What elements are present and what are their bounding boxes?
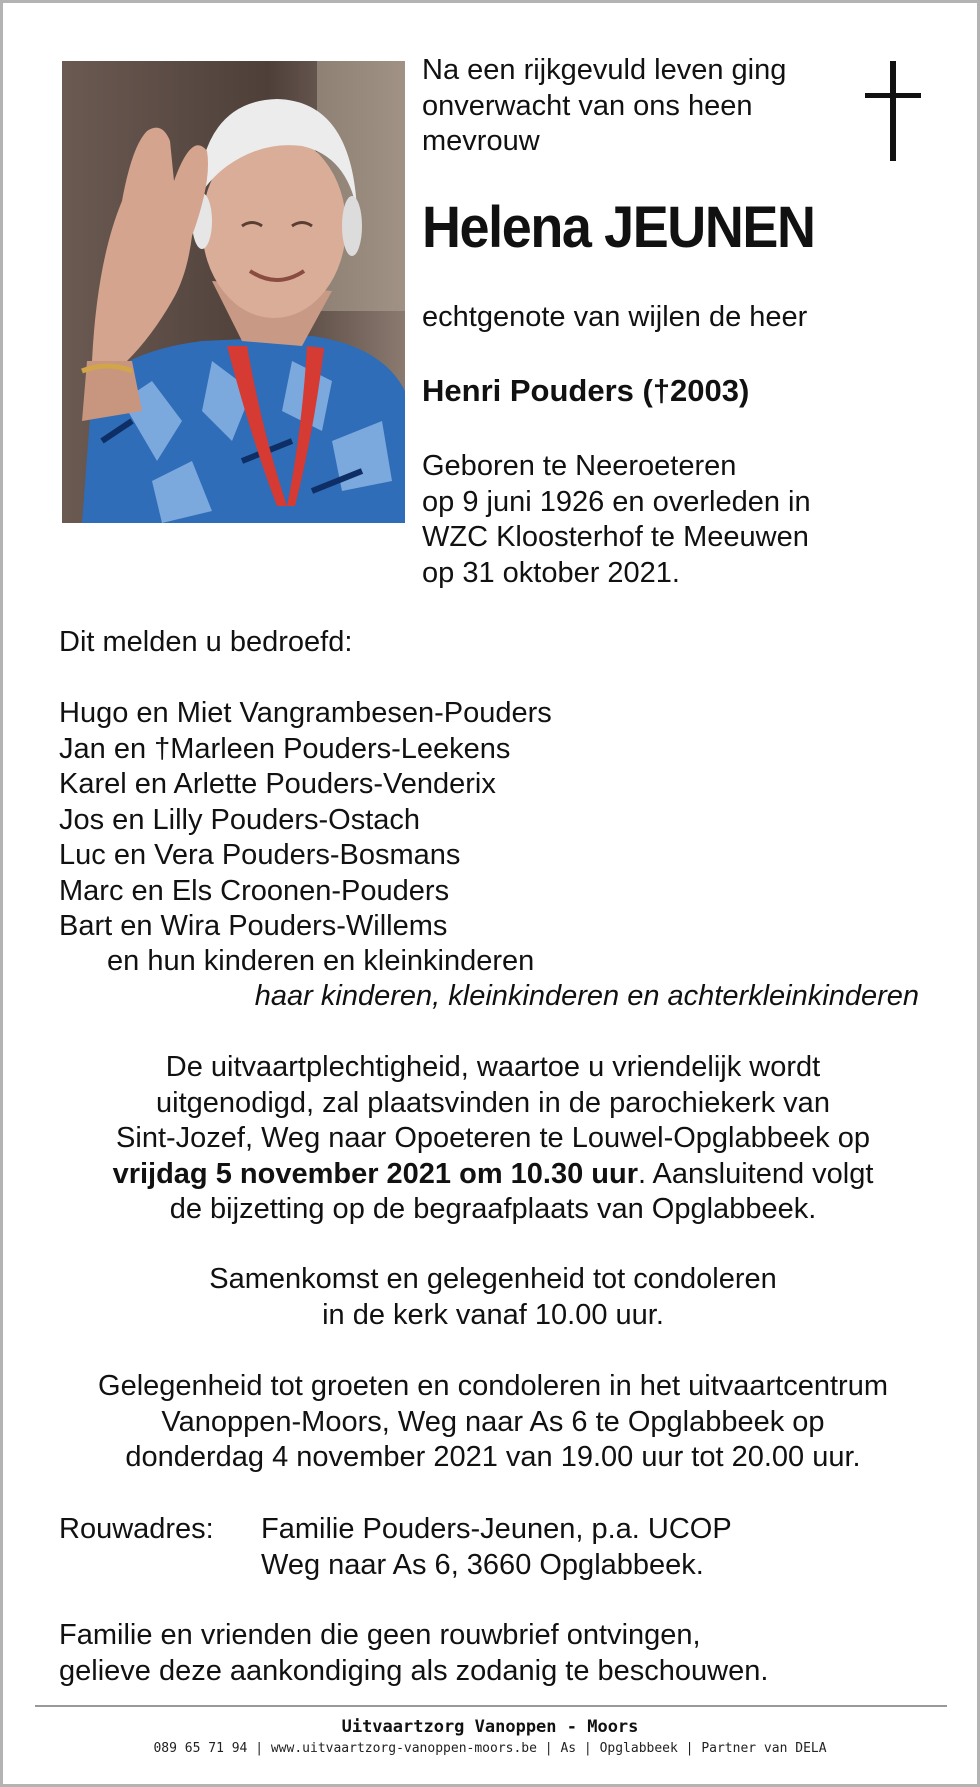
- address-line: Familie Pouders-Jeunen, p.a. UCOP: [261, 1513, 732, 1545]
- notice-line: Familie en vrienden die geen rouwbrief ontvingen,: [59, 1619, 701, 1651]
- spouse-name: Henri Pouders (†2003): [422, 373, 750, 408]
- ceremony-line: de bijzetting op de begraafplaats van Opglabbeek.: [169, 1193, 817, 1225]
- cross-icon: [865, 61, 921, 161]
- birth-line: op 31 oktober 2021.: [422, 556, 680, 589]
- funeral-home-name: Uitvaartzorg Vanoppen - Moors: [341, 1717, 639, 1737]
- intro-line: onverwacht van ons heen: [422, 89, 753, 122]
- announcement: Dit melden u bedroefd:: [59, 626, 353, 658]
- portrait-photo: [62, 61, 405, 523]
- family-member: Luc en Vera Pouders-Bosmans: [59, 839, 461, 871]
- address-line: Weg naar As 6, 3660 Opglabbeek.: [261, 1548, 704, 1581]
- ceremony-followup: . Aansluitend volgt: [638, 1157, 874, 1190]
- deceased-name: Helena JEUNEN: [422, 195, 815, 260]
- ceremony-line: Sint-Jozef, Weg naar Opoeteren te Louwel-Opglabbeek op: [116, 1122, 870, 1154]
- birth-line: WZC Kloosterhof te Meeuwen: [422, 521, 809, 553]
- gathering-line: in de kerk vanaf 10.00 uur.: [322, 1298, 664, 1331]
- spouse-intro: echtgenote van wijlen de heer: [422, 301, 808, 333]
- descendants-line: en hun kinderen en kleinkinderen: [107, 945, 535, 977]
- ceremony-line: De uitvaartplechtigheid, waartoe u vriendelijk wordt: [165, 1051, 821, 1083]
- funeral-home-contact: 089 65 71 94 | www.uitvaartzorg-vanoppen-moors.be | As | Opglabbeek | Partner van DELA: [153, 1741, 827, 1756]
- address-lines: [261, 1512, 732, 1583]
- birth-line: Geboren te Neeroeteren: [422, 450, 737, 482]
- ceremony-line: uitgenodigd, zal plaatsvinden in de parochiekerk van: [156, 1086, 830, 1119]
- family-member: Bart en Wira Pouders-Willems: [59, 910, 448, 942]
- footer-divider: [35, 1705, 947, 1707]
- intro-line: mevrouw: [422, 125, 540, 157]
- family-member: Karel en Arlette Pouders-Venderix: [59, 768, 496, 800]
- visiting-line: Gelegenheid tot groeten en condoleren in het uitvaartcentrum: [98, 1370, 888, 1402]
- family-member: Jos en Lilly Pouders-Ostach: [59, 803, 421, 836]
- intro-line: Na een rijkgevuld leven ging: [422, 54, 787, 86]
- family-member: Marc en Els Croonen-Pouders: [59, 874, 450, 907]
- visiting-info: [43, 1369, 943, 1476]
- visiting-line: Vanoppen-Moors, Weg naar As 6 te Opglabbeek op: [161, 1405, 825, 1438]
- family-list: [59, 696, 552, 945]
- ceremony-date: vrijdag 5 november 2021 om 10.30 uur: [112, 1157, 639, 1190]
- children-line: haar kinderen, kleinkinderen en achterkleinkinderen: [254, 980, 919, 1012]
- visiting-line: donderdag 4 november 2021 van 19.00 uur tot 20.00 uur.: [125, 1441, 861, 1473]
- notice-line: gelieve deze aankondiging als zodanig te beschouwen.: [59, 1654, 769, 1687]
- intro-text: [422, 53, 786, 160]
- notice-text: [59, 1618, 768, 1689]
- address-label: Rouwadres:: [59, 1513, 214, 1545]
- ceremony-date-line: [43, 1157, 943, 1193]
- family-member: Hugo en Miet Vangrambesen-Pouders: [59, 697, 552, 729]
- gathering-info: [43, 1262, 943, 1333]
- ceremony-info: [43, 1050, 943, 1228]
- portrait-illustration: [62, 61, 405, 523]
- gathering-line: Samenkomst en gelegenheid tot condoleren: [209, 1263, 777, 1295]
- birth-death-info: [422, 449, 811, 591]
- family-member: Jan en †Marleen Pouders-Leekens: [59, 732, 511, 765]
- birth-line: op 9 juni 1926 en overleden in: [422, 485, 811, 518]
